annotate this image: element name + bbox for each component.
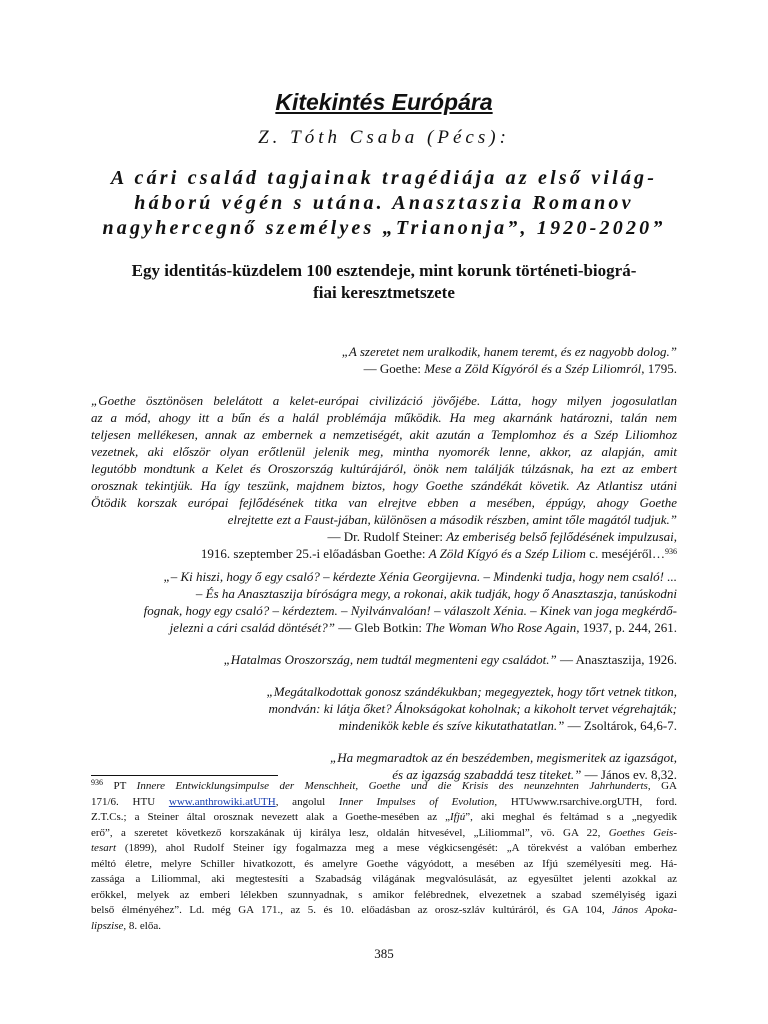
- quote-attribution: [91, 545, 677, 562]
- footnote-work: Ifjú: [450, 811, 466, 823]
- epigraph-steiner: [91, 392, 677, 562]
- attribution-work: The Woman Who Rose Again: [425, 620, 577, 635]
- footnote-text: , HTUwww.rsarchive.orgUTH, ford.: [494, 795, 677, 808]
- subtitle-line: Egy identitás-küzdelem 100 esztendeje, mint korunk történeti-biográ-: [131, 261, 637, 280]
- attribution-author: — Goethe:: [363, 361, 425, 376]
- quote-line: [91, 717, 677, 734]
- epigraph-john: [91, 749, 677, 783]
- quote-text: és az igazság szabaddá tesz titeket.”: [392, 767, 582, 782]
- quote-attribution: — János ev. 8,32.: [581, 767, 677, 782]
- footnote-divider: [91, 775, 278, 776]
- footnote-text: 171/6. HTU: [91, 795, 169, 808]
- footnote-work: Goethes Geis-: [608, 826, 677, 839]
- footnote-line: [91, 810, 677, 826]
- footnote: [91, 779, 677, 934]
- quote-text: „Hatalmas Oroszország, nem tudtál megmenteni egy családot.”: [223, 652, 557, 667]
- quote-line: Ötödik korszak európai fejlődésének titka van elrejtve ebben a mesében, éppúgy, ahogy Goethe: [91, 495, 677, 510]
- quote-attribution: — Anasztaszija, 1926.: [556, 652, 677, 667]
- footnote-work: Inner Impulses of Evolution: [338, 795, 495, 808]
- footnote-line: [91, 826, 677, 842]
- epigraphs: [91, 343, 677, 783]
- epigraph-botkin: [91, 568, 677, 636]
- quote-line: teljesen mellékesen, annak az embernek a nemzetiségét, akit azután a Templomhoz és a Szép Liliomhoz: [91, 427, 677, 442]
- footnote-line: méltó életre, melyre Schiller hivatkozott, és amelyre Goethe vágyódott, a mesében az Ifjú személyesíti meg. Há-: [91, 857, 677, 870]
- footnote-line: erőkkel, melyek az emberi lélekben szunnyadnak, s amikor felébrednek, elvezetnek a szabad személyiség igazi: [91, 888, 677, 901]
- epigraph-goethe-tale: [91, 343, 677, 377]
- quote-attribution: [91, 528, 677, 545]
- quote-line: elrejtette ezt a Faust-jában, különösen a második részben, amint tőle magától tudjuk.”: [227, 512, 677, 527]
- footnote-text: , GA: [647, 780, 677, 792]
- attribution-work: A Zöld Kígyó és a Szép Liliom: [428, 546, 586, 561]
- article-subtitle: [84, 260, 684, 304]
- page-number: 385: [374, 946, 394, 961]
- attribution-author: — Gleb Botkin:: [335, 620, 426, 635]
- quote-attribution: [91, 360, 677, 377]
- quote-text: mindenikök keble és szíve kikutathatatlan.”: [338, 718, 565, 733]
- footnote-line: zassága a Liliommal, aki megtestesíti a Szabadság világának megvalósulását, az egyesültet jelenti azokkal az: [91, 873, 677, 885]
- subtitle-line: fiai keresztmetszete: [313, 283, 455, 302]
- footnote-line: [91, 841, 677, 857]
- footnote-line: [91, 919, 677, 935]
- footnote-text: Z.T.Cs.; a Steiner által orosznak nevezett alak a Goethe-mesében az „: [91, 811, 450, 823]
- quote-line: mondván: ki látja őket? Álnokságokat koholnak; a kikoholt tervet végrehajták;: [268, 701, 677, 716]
- footnote-number: 936: [91, 778, 103, 787]
- attribution-work: Mese a Zöld Kígyóról és a Szép Liliomról: [424, 361, 642, 376]
- quote-text: „A szeretet nem uralkodik, hanem teremt, és ez nagyobb dolog.”: [341, 344, 677, 359]
- quote-line: az a mód, ahogy itt a bűn és a halál problémája működik. Ha meg akarnánk határozni, talán nem: [91, 410, 677, 425]
- section-title: Kitekintés Európára: [275, 89, 493, 115]
- quote-line: fognak, hogy egy csaló? – kérdeztem. – Nyilvánvalóan! – válaszolt Xénia. – Kinek van joga megkérdő-: [143, 603, 677, 618]
- quote-line: – És ha Anasztaszija bíróságra megy, a rokonai, akik tudják, hogy ő Anasztaszja, tanúskodni: [195, 586, 677, 601]
- quote-line: „Megátalkodottak gonosz szándékukban; megegyeztek, hogy tőrt vetnek titkon,: [266, 684, 677, 699]
- quote-line: „Ha megmaradtok az én beszédemben, megismeritek az igazságot,: [330, 750, 677, 765]
- footnote-work: János Apoka-: [612, 904, 677, 916]
- epigraph-anastasia: [91, 651, 677, 668]
- article-title: [84, 166, 684, 241]
- epigraph-psalms: [91, 683, 677, 734]
- quote-line: legutóbb mondtunk a Kelet és Oroszország kultúrájáról, önök nem találják túlzásnak, ha ezt az embert: [91, 461, 677, 476]
- footnote-text: erő”, a szeretet következő korszakának új királya lesz, oldalán hitvesével, „Liliommal”, vö. GA 22,: [91, 826, 609, 839]
- quote-line: „– Ki hiszi, hogy ő egy csaló? – kérdezte Xénia Georgijevna. – Mindenki tudja, hogy nem csaló! ...: [163, 569, 677, 584]
- attribution-punct: ,: [673, 529, 677, 544]
- title-line: nagyhercegnő személyes „Trianonja”, 1920-2020”: [102, 217, 666, 239]
- quote-line: [91, 619, 677, 636]
- quote-line: vezetnek, aki először olyan erőtlenül jelenik meg, mintha nyomorék lenne, akkor, az alapján, amit: [91, 444, 677, 459]
- footnote-work: lipszise: [91, 919, 124, 932]
- author-line: Z. Tóth Csaba (Pécs):: [258, 127, 510, 148]
- anthrowiki-link[interactable]: www.anthrowiki.atUTH: [168, 795, 276, 808]
- footnote-text: (1899), ahol Rudolf Steiner így fogalmazza meg a mese végkicsengését: „A törekvést a valóban emberhez: [116, 842, 677, 854]
- quote-line: „Goethe ösztönösen belelátott a kelet-európai civilizáció jövőjébe. Látta, hogy milyen jogosulatlan: [91, 393, 677, 408]
- attribution-suffix: c. meséjéről…: [585, 546, 665, 561]
- footnote-line: [91, 903, 677, 919]
- attribution-year: , 1795.: [641, 361, 677, 376]
- footnote-text: belső élményéhez”. Ld. még GA 171., az 5. és 10. előadásban az orosz-szláv kultúráról, és GA 104,: [91, 904, 613, 916]
- footnote-ref[interactable]: 936: [665, 547, 677, 556]
- quote-line: orosznak tekintjük. Ha így teszünk, majdnem biztos, hogy Goethe szándékát követik. Az Atlantisz utáni: [91, 478, 677, 493]
- footnote-text: , 8. előa.: [123, 919, 161, 932]
- quote-text: jelezni a cári család döntését?”: [169, 620, 336, 635]
- footnote-text: , angolul: [275, 795, 339, 808]
- quote-attribution: — Zsoltárok, 64,6-7.: [564, 718, 677, 733]
- title-line: A cári család tagjainak tragédiája az első világ-: [110, 167, 658, 189]
- footnote-work: tesart: [91, 842, 117, 854]
- attribution-author: — Dr. Rudolf Steiner:: [327, 529, 447, 544]
- footnote-text: PT: [103, 780, 137, 792]
- attribution-year: , 1937, p. 244, 261.: [576, 620, 677, 635]
- title-line: háború végén s utána. Anasztaszia Romanov: [134, 192, 634, 214]
- footnote-work: Innere Entwicklungsimpulse der Menschheit, Goethe und die Krisis des neunzehnten Jahrhunderts: [136, 780, 648, 792]
- quote-line: [91, 651, 677, 668]
- attribution-work: Az emberiség belső fejlődésének impulzusai: [446, 529, 674, 544]
- footnote-line: [91, 779, 677, 795]
- attribution-lecture: 1916. szeptember 25.-i előadásban Goethe:: [200, 546, 429, 561]
- footnote-line: [91, 795, 677, 811]
- footnote-text: ”, aki meghal és feltámad s a „negyedik: [465, 811, 677, 823]
